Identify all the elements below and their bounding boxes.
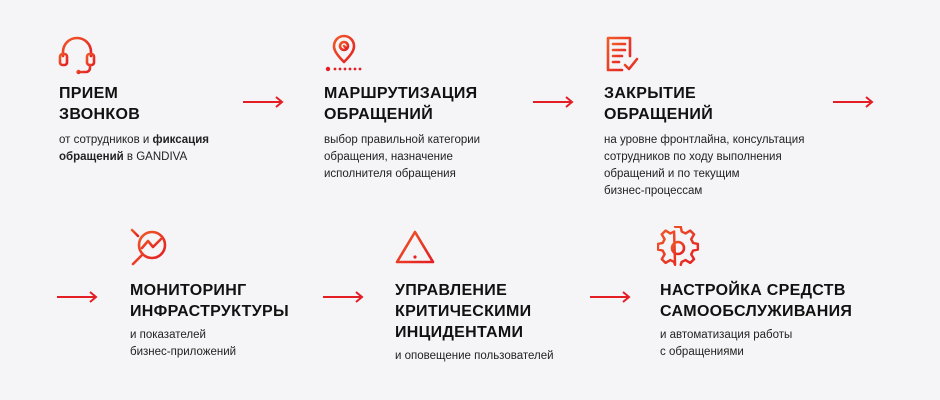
step-description: и автоматизация работы с обращениями bbox=[660, 329, 793, 358]
step-description: от сотрудников и фиксация обращений в GANDIVA bbox=[59, 134, 210, 163]
warning-icon bbox=[393, 226, 437, 270]
step-description: и показателей бизнес-приложений bbox=[130, 329, 237, 358]
gear-icon bbox=[657, 226, 701, 270]
step-description: и оповещение пользователей bbox=[395, 350, 554, 362]
document-check-icon bbox=[600, 32, 644, 76]
magnifier-chart-icon bbox=[128, 226, 172, 270]
arrow-icon bbox=[243, 96, 285, 108]
arrow-icon bbox=[323, 291, 365, 303]
arrow-icon bbox=[833, 96, 875, 108]
step-title: УПРАВЛЕНИЕ КРИТИЧЕСКИМИ ИНЦИДЕНТАМИ bbox=[395, 282, 532, 341]
step-description: выбор правильной категории обращения, назначение исполнителя обращения bbox=[324, 134, 481, 180]
step-title: ПРИЕМ ЗВОНКОВ bbox=[59, 85, 141, 123]
step-title: МОНИТОРИНГ ИНФРАСТРУКТУРЫ bbox=[130, 282, 289, 320]
arrow-icon bbox=[590, 291, 632, 303]
step-title: НАСТРОЙКА СРЕДСТВ САМООБСЛУЖИВАНИЯ bbox=[660, 282, 853, 320]
arrow-icon bbox=[533, 96, 575, 108]
step-title: ЗАКРЫТИЕ ОБРАЩЕНИЙ bbox=[604, 85, 713, 123]
step-description: на уровне фронтлайна, консультация сотрудников по ходу выполнения обращений и по текущим бизнес-процессам bbox=[604, 134, 805, 197]
arrow-icon bbox=[57, 291, 99, 303]
headset-icon bbox=[55, 32, 99, 76]
route-pin-icon bbox=[322, 32, 366, 76]
step-title: МАРШРУТИЗАЦИЯ ОБРАЩЕНИЙ bbox=[324, 85, 478, 123]
